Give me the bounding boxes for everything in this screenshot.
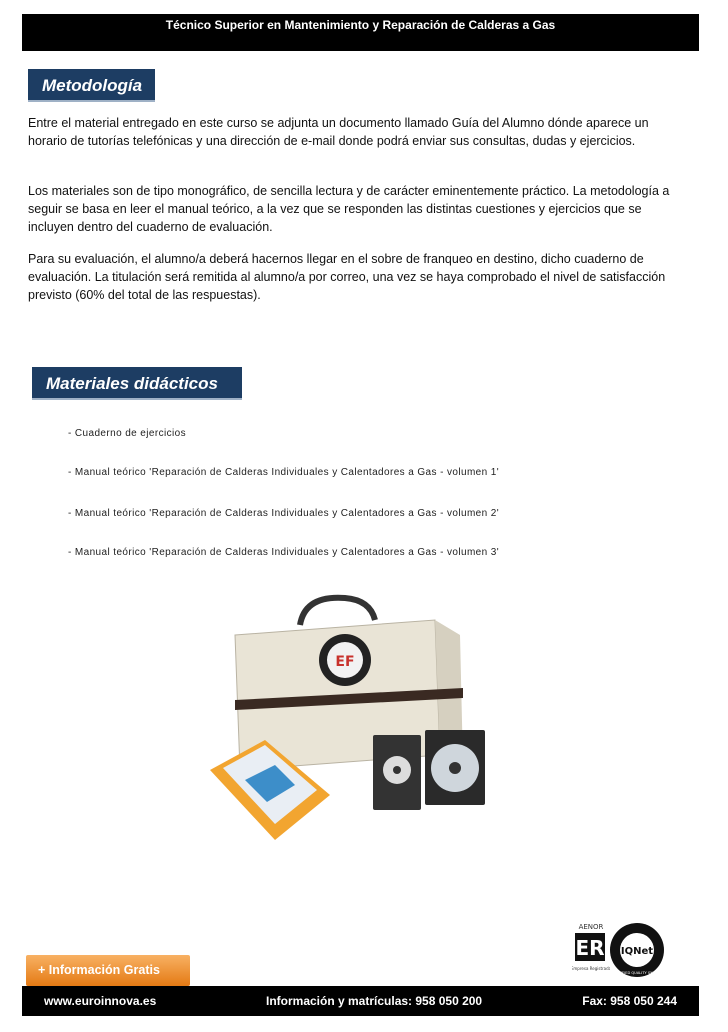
metodologia-paragraph-3: Para su evaluación, el alumno/a deberá hacernos llegar en el sobre de franqueo en destino, dicho cuaderno de evaluación. La titulación será remitida al alumno/a por correo, una vez se haya comprobado el nivel de satisfacción previsto (60% del total de las respuestas). [28, 252, 666, 302]
material-item: - Manual teórico 'Reparación de Calderas Individuales y Calentadores a Gas - volumen 1' [68, 467, 500, 478]
informacion-gratis-button[interactable]: + Información Gratis [26, 955, 190, 986]
material-item: - Cuaderno de ejercicios [68, 428, 186, 439]
metodologia-heading: Metodología [28, 69, 155, 102]
material-item: - Manual teórico 'Reparación de Calderas Individuales y Calentadores a Gas - volumen 2' [68, 508, 500, 519]
metodologia-paragraph-2: Los materiales son de tipo monográfico, de sencilla lectura y de carácter eminentemente práctico. La metodología a seguir se basa en leer el manual teórico, a la vez que se responden las distintas cuestiones y ejercicios que se incluyen dentro del cuaderno de evaluación. [28, 184, 670, 234]
website-link[interactable]: www.euroinnova.es [44, 994, 157, 1008]
aenor-mark: ER [575, 936, 605, 960]
metodologia-paragraph-1: Entre el material entregado en este curso se adjunta un documento llamado Guía del Alumno dónde aparece un horario de tutorías telefónicas y una dirección de e-mail donde podrá enviar sus consultas, dudas y ejercicios. [28, 116, 649, 148]
aenor-sub: Empresa Registrada [572, 966, 610, 971]
material-item: - Manual teórico 'Reparación de Calderas Individuales y Calentadores a Gas - volumen 3' [68, 547, 500, 558]
footer-bar [22, 986, 699, 1016]
header-bar [22, 14, 699, 51]
course-materials-bag-icon [205, 580, 493, 860]
iqnet-ring-text: CERTIFIED QUALITY SYSTEM [611, 971, 663, 975]
info-phone: Información y matrículas: 958 050 200 [266, 994, 483, 1008]
course-title: Técnico Superior en Mantenimiento y Reparación de Calderas a Gas [165, 18, 556, 32]
aenor-certification-logo [572, 920, 610, 982]
materiales-heading: Materiales didácticos [32, 367, 242, 400]
fax-number: Fax: 958 050 244 [582, 994, 677, 1008]
aenor-label: AENOR [578, 923, 604, 931]
iqnet-label: IQNet [620, 946, 654, 957]
iqnet-certification-logo [609, 922, 665, 978]
logo-text: EF [335, 654, 355, 670]
course-materials-image [205, 580, 493, 860]
